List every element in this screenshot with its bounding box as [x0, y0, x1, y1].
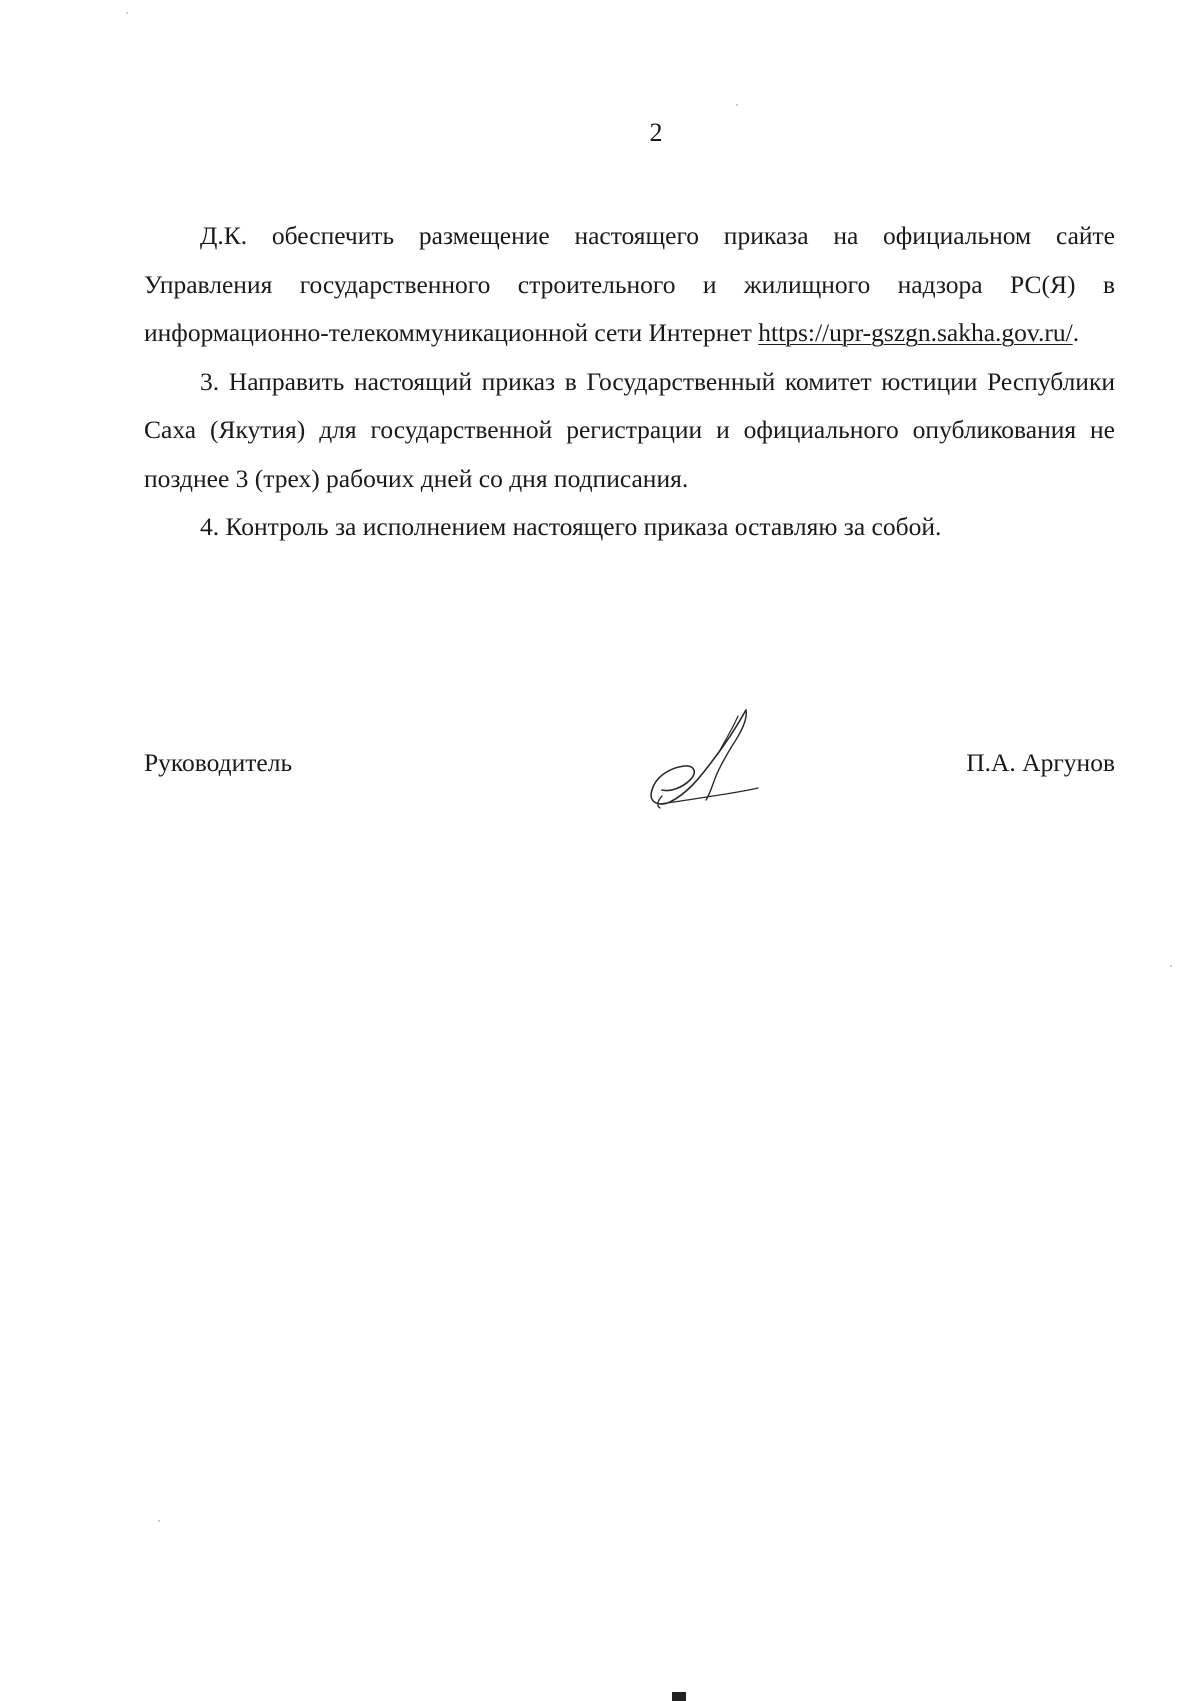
- scan-speck: [736, 104, 738, 106]
- scan-speck: [126, 12, 128, 14]
- paragraph-item-3: 3. Направить настоящий приказ в Государственный комитет юстиции Республики Саха (Якутия) для государственной регистрации и официального опубликования не позднее 3 (трех) рабочих дней со дня подписания.: [144, 366, 1115, 493]
- handwritten-signature-icon: [640, 706, 770, 816]
- paragraph-item-4: 4. Контроль за исполнением настоящего приказа оставляю за собой.: [200, 512, 942, 541]
- website-link[interactable]: https://upr-gszgn.sakha.gov.ru/: [758, 318, 1073, 347]
- paragraph-website-publication: [144, 212, 1115, 358]
- scan-speck: [1170, 965, 1172, 967]
- scan-speck: [158, 1520, 160, 1522]
- paragraph-website-end: .: [1072, 318, 1080, 347]
- document-body: [144, 212, 1115, 552]
- paragraph-website-text: Д.К. обеспечить размещение настоящего приказа на официальном сайте Управления государственного строительного и жилищного надзора РС(Я) в информационно-телекоммуникационной сети Интернет: [144, 221, 1115, 347]
- page-number: 2: [649, 118, 663, 147]
- signature-row: [144, 748, 1115, 808]
- signatory-position: Руководитель: [144, 748, 293, 777]
- signatory-name: П.А. Аргунов: [966, 748, 1115, 777]
- page-edge-mark: [672, 1692, 686, 1701]
